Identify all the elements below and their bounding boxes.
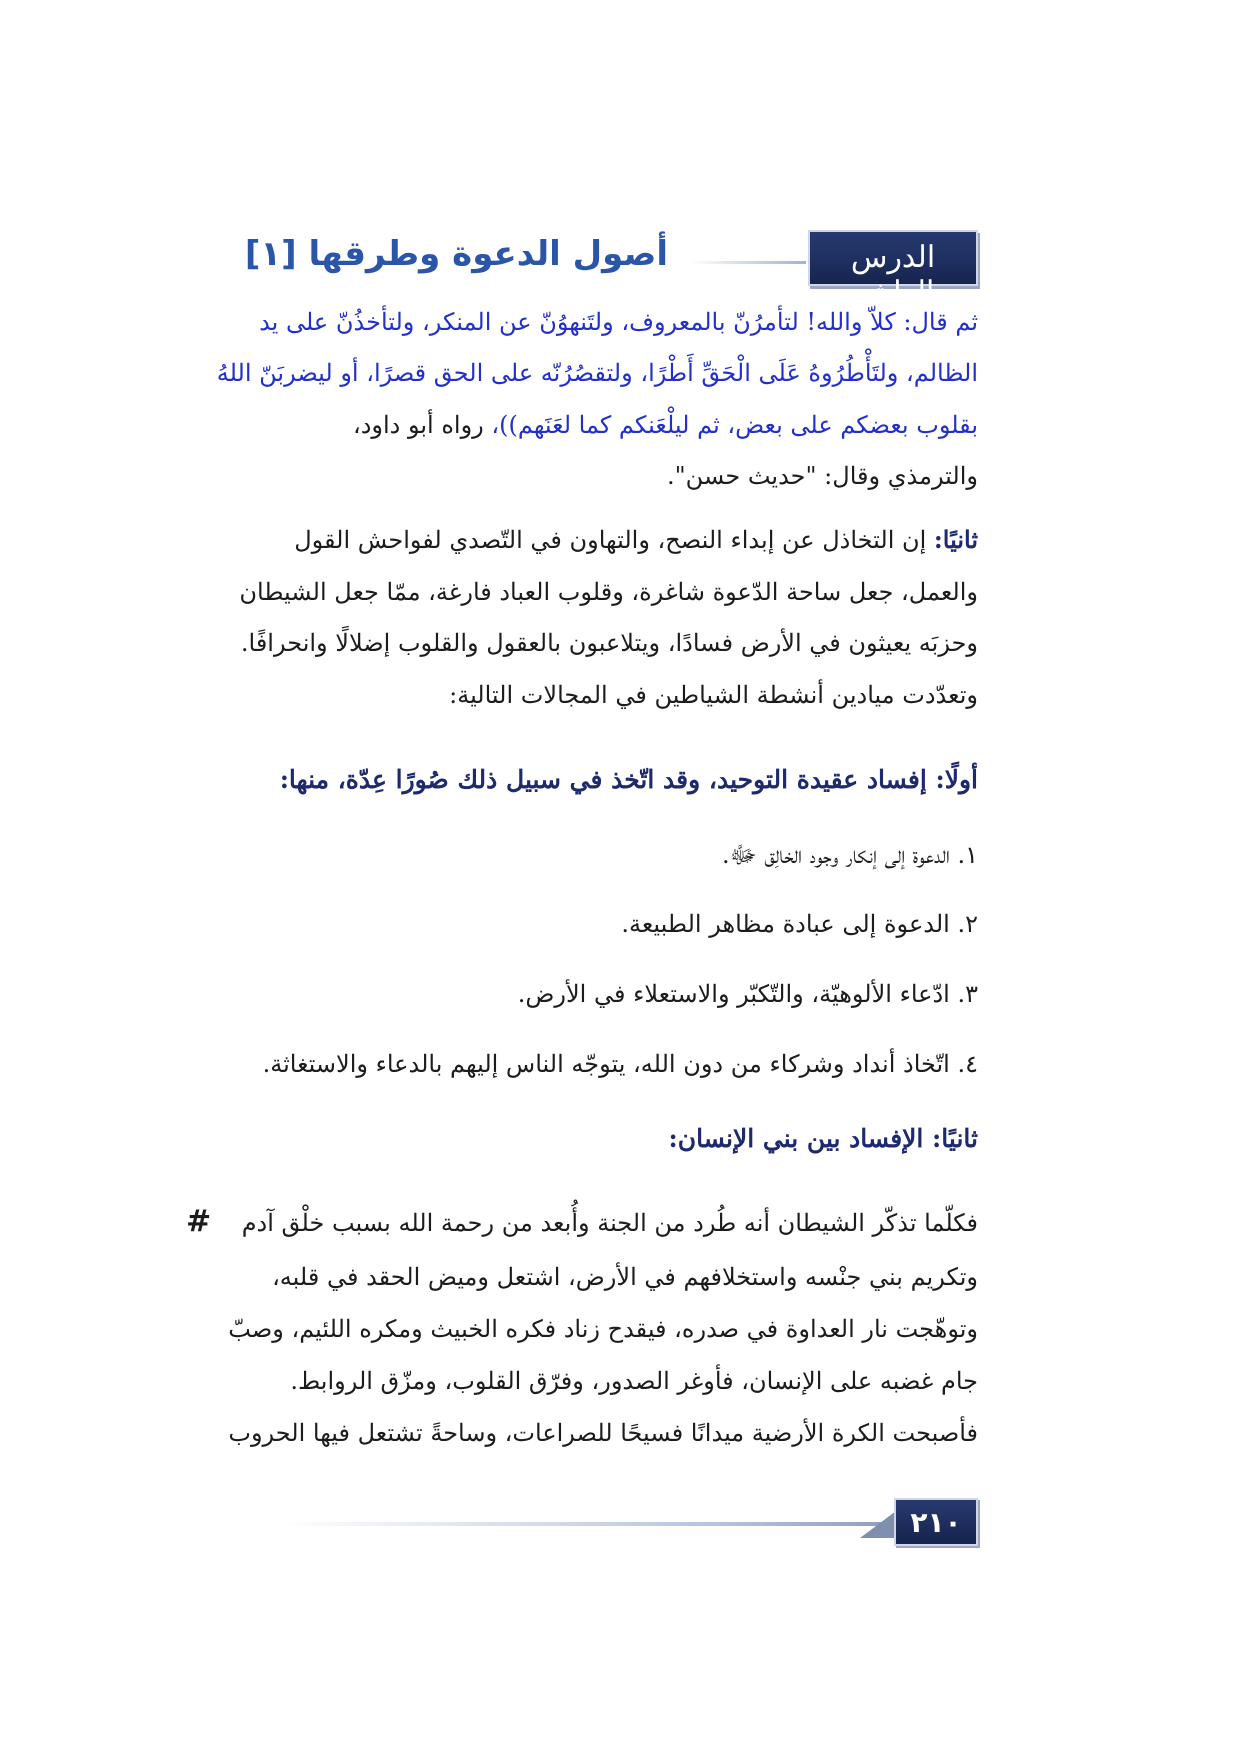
hash-symbol: # [186, 1204, 212, 1239]
quote-line-4: والترمذي وقال: "حديث حسن". [667, 462, 978, 490]
paragraph-3-line-2: وتكريم بني جنْسه واستخلافهم في الأرض، اشتعل وميض الحقد في قلبه، [272, 1263, 978, 1291]
paragraph-3-line-5: فأصبحت الكرة الأرضية ميدانًا فسيحًا للصراعات، وساحةً تشتعل فيها الحروب [228, 1419, 978, 1447]
footer-divider [278, 1522, 898, 1526]
page-number: ٢١٠ [910, 1506, 962, 1539]
quote-line-3-blue: بقلوب بعضكم على بعض، ثم ليلْعَنكم كما لعَنَهم))، [491, 411, 978, 439]
section-heading-2: ثانيًا: الإفساد بين بني الإنسان: [668, 1124, 978, 1153]
lesson-badge [808, 230, 978, 310]
paragraph-3-line-3: وتوهّجت نار العداوة في صدره، فيقدح زناد فكره الخبيث ومكره اللئيم، وصبّ [228, 1315, 978, 1343]
paragraph-2-line-2: والعمل، جعل ساحة الدّعوة شاغرة، وقلوب العباد فارغة، ممّا جعل الشيطان [239, 578, 978, 606]
quote-line-2: الظالم، ولتَأْطُرُوهُ عَلَى الْحَقِّ أَطْرًا، ولتقصُرُنّه على الحق قصرًا، أو ليضربَنّ اللهُ [216, 359, 978, 387]
page-header [244, 230, 978, 310]
paragraph-3-line-1 [186, 1204, 978, 1239]
paragraph-3-line-4: جام غضبه على الإنسان، فأوغر الصدور، وفرّق القلوب، ومزّق الروابط. [290, 1367, 978, 1395]
paragraph-3-line-1-text: فكلّما تذكّر الشيطان أنه طُرد من الجنة وأُبعد من رحمة الله بسبب خلْق آدم [241, 1209, 978, 1237]
quote-line-3-source: رواه أبو داود، [352, 411, 492, 439]
paragraph-2-line-3: وحزبَه يعيثون في الأرض فسادًا، ويتلاعبون بالعقول والقلوب إضلالًا وانحرافًا. [240, 629, 978, 657]
chapter-title: أصول الدعوة وطرقها [١] [244, 234, 668, 274]
quote-line-1: ثم قال: كلاّ والله! لتأمرُنّ بالمعروف، ولتَنهوُنّ عن المنكر، ولتأخذُنّ على يد [259, 308, 978, 336]
paragraph-2-label: ثانيًا: [933, 525, 978, 554]
list-item: ٢. الدعوة إلى عبادة مظاهر الطبيعة. [621, 910, 978, 938]
list-item: ٤. اتّخاذ أنداد وشركاء من دون الله، يتوجّه الناس إليهم بالدعاء والاستغاثة. [262, 1050, 978, 1078]
section-heading-1: أولًا: إفساد عقيدة التوحيد، وقد اتّخذ في سبيل ذلك صُورًا عِدّة، منها: [279, 765, 978, 794]
paragraph-2-line-4: وتعدّدت ميادين أنشطة الشياطين في المجالات التالية: [449, 681, 978, 709]
header-divider [690, 261, 806, 264]
paragraph-2-line-1-text: إن التخاذل عن إبداء النصح، والتهاون في التّصدي لفواحش القول [294, 526, 934, 554]
lesson-label: الدرس العاشر [850, 240, 936, 310]
page-number-badge [894, 1498, 978, 1546]
paragraph-2-line-1 [263, 525, 978, 555]
list-item: ١. الدعوة إلى إنكار وجود الخالِق ﷻ. [722, 841, 978, 869]
quote-line-3 [263, 410, 978, 440]
list-item: ٣. ادّعاء الألوهيّة، والتّكبّر والاستعلاء في الأرض. [517, 980, 978, 1008]
